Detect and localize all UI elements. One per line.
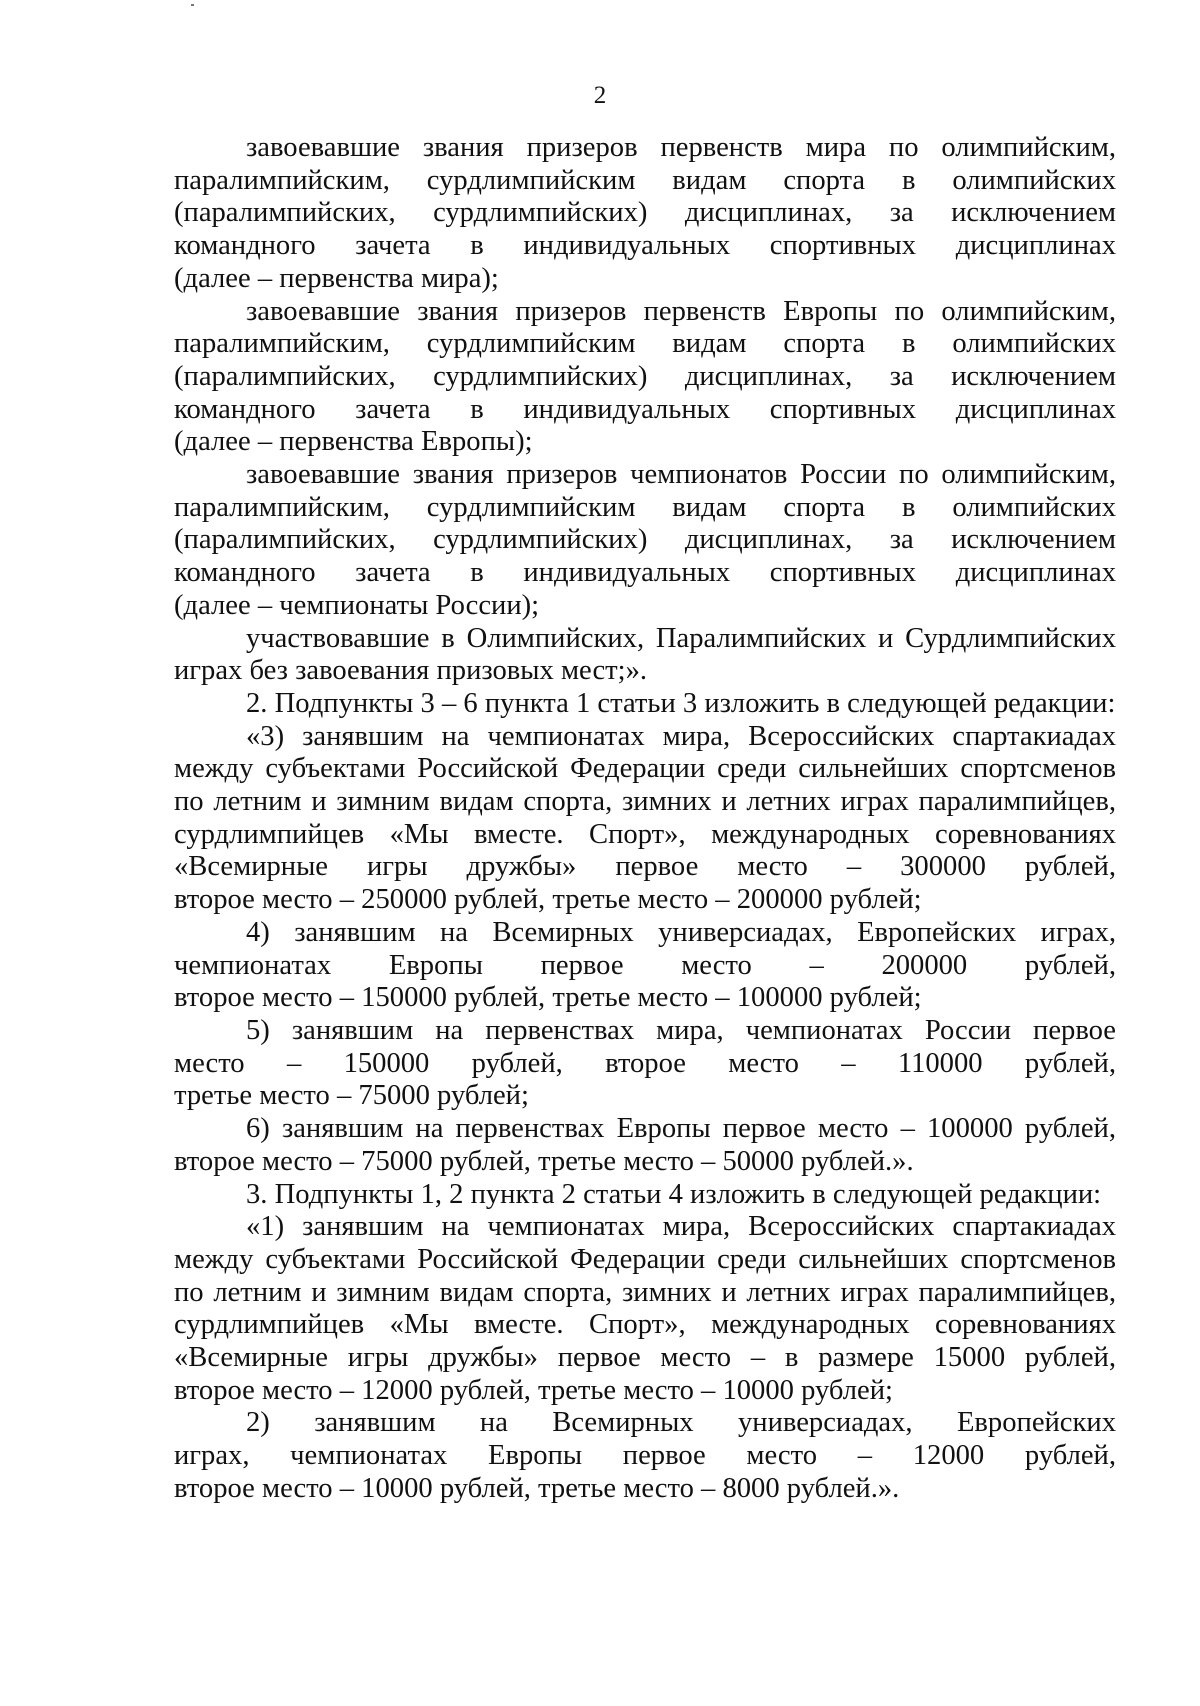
- paragraph: [174, 1179, 1116, 1212]
- text-line: между субъектами Российской Федерации среди сильнейших спортсменов: [174, 753, 1116, 785]
- paragraph: [174, 459, 1116, 623]
- text-line: «Всемирные игры дружбы» первое место – 300000 рублей,: [174, 851, 1116, 883]
- text-line: участвовавшие в Олимпийских, Паралимпийских и Сурдлимпийских: [246, 622, 1116, 654]
- text-line: «Всемирные игры дружбы» первое место – в размере 15000 рублей,: [174, 1342, 1116, 1374]
- text-line: место – 150000 рублей, второе место – 110000 рублей,: [174, 1047, 1116, 1079]
- text-line: между субъектами Российской Федерации среди сильнейших спортсменов: [174, 1243, 1116, 1275]
- text-line: 5) занявшим на первенствах мира, чемпионатах России первое: [246, 1014, 1116, 1046]
- text-line: паралимпийским, сурдлимпийским видам спорта в олимпийских: [174, 491, 1116, 523]
- text-line: играх без завоевания призовых мест;».: [174, 655, 648, 687]
- document-body: [174, 132, 1116, 1506]
- text-line: завоевавшие звания призеров чемпионатов России по олимпийским,: [246, 459, 1116, 491]
- text-line: сурдлимпийцев «Мы вместе. Спорт», международных соревнованиях: [174, 1309, 1116, 1341]
- text-line: (паралимпийских, сурдлимпийских) дисциплинах, за исключением: [174, 360, 1116, 392]
- text-line: (паралимпийских, сурдлимпийских) дисциплинах, за исключением: [174, 197, 1116, 229]
- text-line: второе место – 75000 рублей, третье место – 50000 рублей.».: [174, 1145, 914, 1177]
- text-line: играх, чемпионатах Европы первое место – 12000 рублей,: [174, 1440, 1116, 1472]
- paragraph: [174, 1113, 1116, 1178]
- scan-speck: [191, 4, 194, 6]
- text-line: третье место – 75000 рублей;: [174, 1080, 529, 1112]
- paragraph: [174, 688, 1116, 721]
- text-line: паралимпийским, сурдлимпийским видам спорта в олимпийских: [174, 164, 1116, 196]
- text-line: по летним и зимним видам спорта, зимних и летних играх паралимпийцев,: [174, 786, 1116, 818]
- text-line: второе место – 150000 рублей, третье место – 100000 рублей;: [174, 982, 922, 1014]
- text-line: 4) занявшим на Всемирных универсиадах, Европейских играх,: [246, 916, 1116, 948]
- text-line: завоевавшие звания призеров первенств мира по олимпийским,: [246, 132, 1116, 163]
- paragraph: [174, 1015, 1116, 1113]
- text-line: (далее – первенства Европы);: [174, 426, 533, 458]
- text-line: «3) занявшим на чемпионатах мира, Всероссийских спартакиадах: [246, 720, 1116, 752]
- text-line: второе место – 12000 рублей, третье место – 10000 рублей;: [174, 1374, 893, 1406]
- text-line: 6) занявшим на первенствах Европы первое место – 100000 рублей,: [246, 1113, 1116, 1145]
- text-line: завоевавшие звания призеров первенств Европы по олимпийским,: [246, 295, 1116, 327]
- paragraph: [174, 296, 1116, 460]
- text-line: чемпионатах Европы первое место – 200000 рублей,: [174, 949, 1116, 981]
- text-line: второе место – 10000 рублей, третье место – 8000 рублей.».: [174, 1472, 900, 1504]
- text-line: (паралимпийских, сурдлимпийских) дисциплинах, за исключением: [174, 524, 1116, 556]
- paragraph: [174, 917, 1116, 1015]
- text-line: сурдлимпийцев «Мы вместе. Спорт», международных соревнованиях: [174, 818, 1116, 850]
- paragraph: [174, 721, 1116, 917]
- text-line: (далее – первенства мира);: [174, 262, 499, 294]
- paragraph: [174, 1211, 1116, 1407]
- text-line: (далее – чемпионаты России);: [174, 589, 540, 621]
- text-line: командного зачета в индивидуальных спортивных дисциплинах: [174, 230, 1116, 262]
- text-line: «1) занявшим на чемпионатах мира, Всероссийских спартакиадах: [246, 1211, 1116, 1243]
- paragraph: [174, 132, 1116, 296]
- text-line: 3. Подпункты 1, 2 пункта 2 статьи 4 изложить в следующей редакции:: [246, 1178, 1102, 1210]
- text-line: командного зачета в индивидуальных спортивных дисциплинах: [174, 393, 1116, 425]
- text-line: по летним и зимним видам спорта, зимних и летних играх паралимпийцев,: [174, 1276, 1116, 1308]
- page-number: 2: [593, 82, 607, 109]
- paragraph: [174, 623, 1116, 688]
- text-line: 2) занявшим на Всемирных универсиадах, Европейских: [246, 1407, 1116, 1439]
- text-line: командного зачета в индивидуальных спортивных дисциплинах: [174, 557, 1116, 589]
- text-line: второе место – 250000 рублей, третье место – 200000 рублей;: [174, 884, 922, 916]
- paragraph: [174, 1407, 1116, 1505]
- text-line: паралимпийским, сурдлимпийским видам спорта в олимпийских: [174, 328, 1116, 360]
- text-line: 2. Подпункты 3 – 6 пункта 1 статьи 3 изложить в следующей редакции:: [246, 687, 1116, 719]
